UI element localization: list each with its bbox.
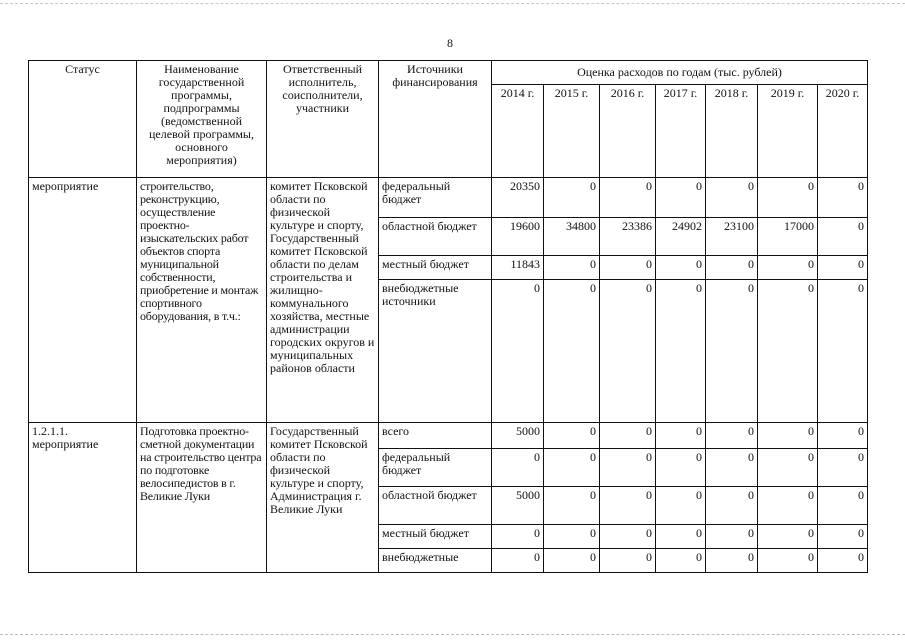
value-cell: 0 [544, 280, 600, 423]
value-cell: 0 [656, 280, 706, 423]
value-cell: 0 [758, 423, 818, 449]
value-cell: 0 [818, 525, 868, 549]
value-cell: 0 [758, 549, 818, 573]
source-cell: областной бюджет [379, 218, 492, 256]
header-year: 2016 г. [600, 85, 656, 178]
value-cell: 11843 [492, 256, 544, 280]
value-cell: 0 [544, 449, 600, 487]
header-executor: Ответственный исполнитель, соисполнители, участники [267, 61, 379, 178]
value-cell: 0 [600, 423, 656, 449]
value-cell: 0 [656, 549, 706, 573]
value-cell: 0 [758, 256, 818, 280]
value-cell: 0 [600, 487, 656, 525]
value-cell: 0 [706, 423, 758, 449]
value-cell: 0 [656, 487, 706, 525]
executor-cell: Государственный комитет Псковской области по физической культуре и спорту, Администрация г. Великие Луки [267, 423, 379, 573]
header-sources: Источники финансирования [379, 61, 492, 178]
value-cell: 34800 [544, 218, 600, 256]
header-year: 2015 г. [544, 85, 600, 178]
value-cell: 0 [656, 178, 706, 218]
source-cell: местный бюджет [379, 525, 492, 549]
value-cell: 0 [818, 218, 868, 256]
header-year: 2020 г. [818, 85, 868, 178]
value-cell: 0 [544, 487, 600, 525]
header-year: 2019 г. [758, 85, 818, 178]
value-cell: 0 [758, 487, 818, 525]
value-cell: 0 [818, 178, 868, 218]
value-cell: 0 [492, 280, 544, 423]
value-cell: 0 [818, 280, 868, 423]
program-name-cell: Подготовка проектно-сметной документации на строительство центра по подготовке велосипедистов в г. Великие Луки [137, 423, 267, 573]
value-cell: 0 [706, 449, 758, 487]
value-cell: 0 [706, 549, 758, 573]
header-program-name: Наименование государственной программы, подпрограммы (ведомственной целевой программы, основного мероприятия) [137, 61, 267, 178]
value-cell: 0 [758, 449, 818, 487]
budget-table [28, 60, 868, 573]
executor-cell: комитет Псковской области по физической культуре и спорту, Государственный комитет Псковской области по делам строительства и жилищно-коммунального хозяйства, местные администрации городских округов и муниципальных районов области [267, 178, 379, 423]
value-cell: 0 [544, 178, 600, 218]
value-cell: 20350 [492, 178, 544, 218]
value-cell: 0 [492, 525, 544, 549]
page-number: 8 [447, 36, 453, 50]
value-cell: 0 [600, 449, 656, 487]
value-cell: 0 [818, 487, 868, 525]
header-expenses: Оценка расходов по годам (тыс. рублей) [492, 61, 868, 85]
value-cell: 24902 [656, 218, 706, 256]
header-year: 2014 г. [492, 85, 544, 178]
value-cell: 0 [818, 449, 868, 487]
value-cell: 0 [600, 256, 656, 280]
source-cell: внебюджетные источники [379, 280, 492, 423]
value-cell: 23386 [600, 218, 656, 256]
value-cell: 0 [758, 525, 818, 549]
source-cell: всего [379, 423, 492, 449]
source-cell: местный бюджет [379, 256, 492, 280]
value-cell: 0 [600, 280, 656, 423]
value-cell: 0 [706, 178, 758, 218]
value-cell: 0 [706, 256, 758, 280]
value-cell: 0 [758, 178, 818, 218]
value-cell: 0 [544, 256, 600, 280]
status-cell: 1.2.1.1. мероприятие [29, 423, 137, 573]
source-cell: федеральный бюджет [379, 178, 492, 218]
value-cell: 0 [706, 280, 758, 423]
source-cell: областной бюджет [379, 487, 492, 525]
value-cell: 0 [600, 178, 656, 218]
program-name-cell: строительство, реконструкцию, осуществление проектно-изыскательских работ объектов спорта муниципальной собственности, приобретение и монтаж спортивного оборудования, в т.ч.: [137, 178, 267, 423]
value-cell: 0 [600, 549, 656, 573]
value-cell: 5000 [492, 487, 544, 525]
value-cell: 17000 [758, 218, 818, 256]
status-cell: мероприятие [29, 178, 137, 423]
header-status: Статус [29, 61, 137, 178]
value-cell: 0 [656, 525, 706, 549]
value-cell: 23100 [706, 218, 758, 256]
scan-edge-top [0, 3, 905, 4]
value-cell: 0 [492, 449, 544, 487]
value-cell: 5000 [492, 423, 544, 449]
value-cell: 0 [544, 525, 600, 549]
value-cell: 0 [758, 280, 818, 423]
value-cell: 0 [492, 549, 544, 573]
value-cell: 0 [600, 525, 656, 549]
value-cell: 0 [544, 423, 600, 449]
source-cell: внебюджетные [379, 549, 492, 573]
scan-edge-bottom [0, 634, 905, 635]
value-cell: 0 [706, 487, 758, 525]
value-cell: 0 [818, 256, 868, 280]
value-cell: 0 [656, 449, 706, 487]
value-cell: 0 [818, 423, 868, 449]
source-cell: федеральный бюджет [379, 449, 492, 487]
header-year: 2017 г. [656, 85, 706, 178]
value-cell: 19600 [492, 218, 544, 256]
value-cell: 0 [706, 525, 758, 549]
header-year: 2018 г. [706, 85, 758, 178]
value-cell: 0 [544, 549, 600, 573]
value-cell: 0 [656, 256, 706, 280]
value-cell: 0 [656, 423, 706, 449]
value-cell: 0 [818, 549, 868, 573]
